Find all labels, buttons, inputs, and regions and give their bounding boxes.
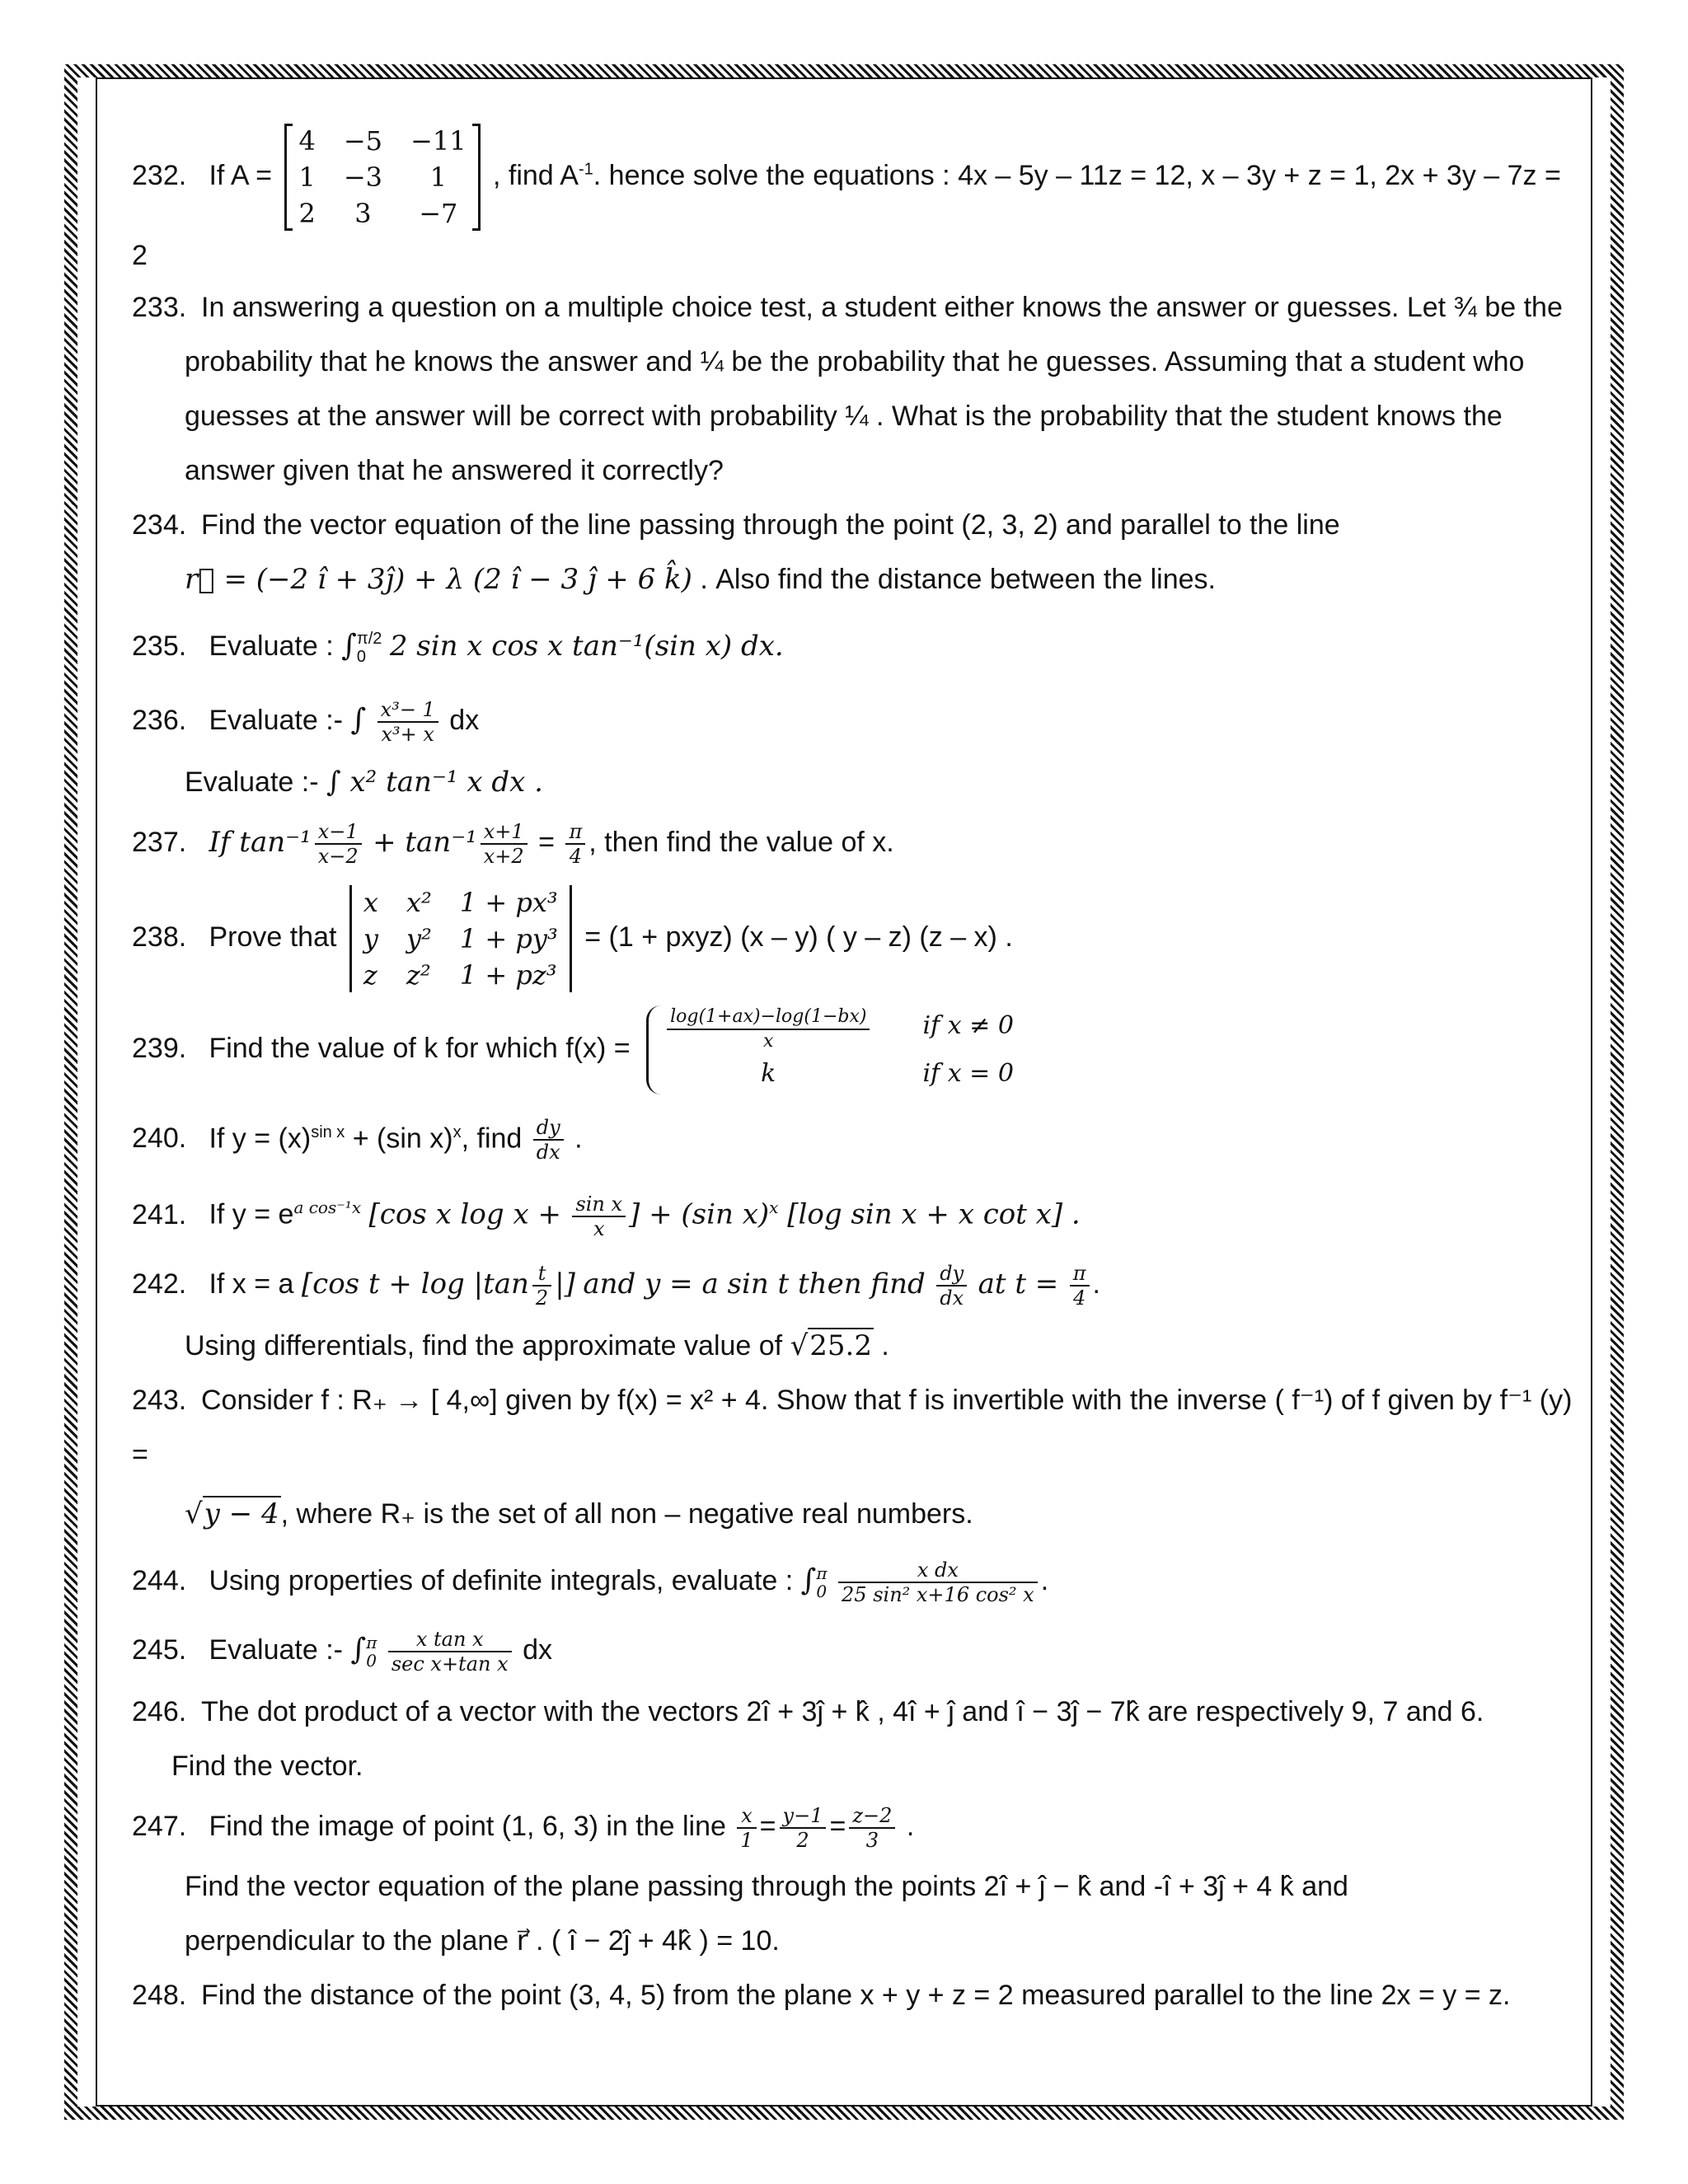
fraction — [315, 820, 362, 868]
det-cell: 1 + px³ — [459, 887, 558, 919]
integral-sign: ∫ — [350, 1632, 367, 1666]
denominator: 2 — [535, 1286, 549, 1310]
question-235 — [132, 607, 1582, 686]
question-247-sub — [132, 1914, 1582, 1968]
integral-sign: ∫ — [800, 1563, 817, 1597]
denominator: 1 — [740, 1828, 753, 1852]
det-cell: z — [363, 959, 377, 991]
fraction — [780, 1804, 827, 1852]
expression: [log sin x + x cot x] . — [778, 1197, 1081, 1231]
case-value: k — [761, 1059, 776, 1089]
question-lead: Evaluate :- — [209, 1633, 343, 1666]
question-text: Using differentials, find the approximate value of — [185, 1329, 783, 1361]
upper-limit: π — [366, 1632, 377, 1652]
question-number: 235. — [132, 630, 187, 662]
question-line: The dot product of a vector with the vectors 2î + 3ĵ + k̂ , 4î + ĵ and î − 3ĵ − 7k̂ are respectively 9, 7 and 6. — [201, 1695, 1484, 1727]
determinant — [349, 885, 572, 992]
question-lead: Find the image of point (1, 6, 3) in the line — [209, 1810, 726, 1842]
question-number: 232. — [132, 159, 187, 191]
fraction — [936, 1262, 967, 1310]
question-247: 247. Find the image of point (1, 6, 3) in the line $\frac{x}{1}$ = $\frac{y-1}{2}$ = $\frac{z-2}{3}$ . — [132, 1793, 1582, 1859]
equals-sign: = — [538, 827, 555, 858]
fraction — [388, 1628, 512, 1675]
question-number: 238. — [132, 921, 187, 953]
question-line: probability that he knows the answer and ¼ be the probability that he guesses. Assuming that a student who — [185, 346, 1525, 377]
lower-limit: 0 — [356, 648, 367, 667]
question-text: . — [881, 1329, 889, 1361]
question-number: 245. — [132, 1633, 187, 1666]
denominator: 4 — [569, 845, 582, 869]
det-cell: y² — [406, 923, 432, 955]
denominator: dx — [940, 1286, 964, 1310]
square-root: √y − 4 — [185, 1497, 279, 1530]
denominator: x³+ x — [381, 723, 434, 747]
condition: if x ≠ 0 — [922, 1011, 1014, 1041]
det-cell: y — [363, 923, 378, 955]
fraction — [533, 1116, 564, 1164]
numerator: x+1 — [481, 820, 528, 845]
lower-limit: 0 — [366, 1650, 377, 1671]
superscript: x — [452, 1123, 462, 1141]
expression: ] + (sin x) — [629, 1197, 770, 1231]
fraction — [849, 1804, 895, 1852]
question-237 — [132, 809, 1582, 875]
question-text: . — [574, 1122, 583, 1155]
question-245 — [132, 1615, 1582, 1685]
question-line: perpendicular to the plane r⃗ . ( î − 2ĵ + 4k̂ ) = 10. — [185, 1924, 780, 1957]
lower-limit: 0 — [816, 1581, 828, 1601]
matrix-cell: 1 — [298, 162, 316, 193]
question-number: 242. — [132, 1268, 187, 1300]
fraction — [667, 1005, 870, 1053]
question-242-sub — [132, 1319, 1582, 1373]
numerator: x−1 — [315, 820, 362, 845]
question-text: , find A — [493, 159, 579, 191]
denominator: 4 — [1072, 1286, 1086, 1310]
matrix-cell: −11 — [410, 125, 467, 157]
fraction — [737, 1804, 756, 1852]
question-line: Find the distance of the point (3, 4, 5) from the plane x + y + z = 2 measured parallel to the line 2x = y = z. — [201, 1979, 1511, 2011]
question-242 — [132, 1249, 1582, 1319]
numerator: y−1 — [780, 1804, 827, 1829]
numerator: x dx — [838, 1558, 1038, 1583]
question-243 — [132, 1373, 1582, 1482]
question-lead: Evaluate :- — [185, 766, 319, 798]
det-cell: 1 + pz³ — [459, 959, 557, 991]
question-text: . Also find the distance between the lines. — [700, 564, 1216, 595]
numerator: π — [1070, 1262, 1090, 1286]
denominator: x — [763, 1031, 774, 1052]
question-text: dx — [449, 705, 480, 736]
question-number: 247. — [132, 1810, 187, 1842]
question-number: 248. — [132, 1979, 187, 2011]
denominator: 25 sin² x+16 cos² x — [842, 1582, 1034, 1606]
question-233-line — [132, 335, 1582, 389]
expression: |] — [555, 1267, 575, 1301]
matrix-a — [284, 124, 480, 231]
matrix-cell: 4 — [298, 125, 316, 157]
question-number: 240. — [132, 1122, 187, 1155]
question-text: dx — [523, 1633, 552, 1666]
question-233-line — [132, 443, 1582, 498]
question-line: In answering a question on a multiple choice test, a student either knows the answer or guesses. Let ¾ be the — [201, 292, 1563, 323]
upper-limit: π — [816, 1563, 828, 1583]
question-text: , then find the value of x. — [588, 827, 894, 858]
question-241 — [132, 1173, 1582, 1249]
question-line: Find the vector equation of the line passing through the point (2, 3, 2) and parallel to the line — [201, 509, 1340, 541]
expression: [cos x log x + — [368, 1197, 561, 1231]
question-232 — [132, 124, 1582, 280]
question-lead: If A = — [209, 159, 273, 191]
expression: and y = a sin t then find — [583, 1267, 926, 1301]
question-247-sub — [132, 1859, 1582, 1914]
question-text: . — [1092, 1268, 1100, 1300]
question-number: 239. — [132, 1033, 187, 1064]
integrand: 2 sin x cos x tan⁻¹(sin x) dx. — [389, 630, 784, 663]
upper-limit: π/2 — [356, 630, 382, 649]
question-text: . — [1040, 1564, 1049, 1596]
numerator: dy — [936, 1262, 967, 1286]
question-238 — [132, 875, 1582, 999]
matrix-cell: 1 — [429, 162, 447, 193]
superscript: a cos⁻¹x — [293, 1197, 362, 1218]
question-lead: Prove that — [209, 921, 337, 953]
question-243-line — [132, 1482, 1582, 1546]
denominator: dx — [536, 1141, 560, 1165]
question-236-sub — [132, 755, 1582, 809]
question-248 — [132, 1968, 1582, 2022]
question-234 — [132, 498, 1582, 552]
numerator: t — [532, 1262, 551, 1286]
denominator: 2 — [796, 1828, 809, 1852]
question-236 — [132, 686, 1582, 755]
numerator: z−2 — [849, 1804, 895, 1829]
det-cell: x — [363, 887, 378, 919]
matrix-cell: −7 — [419, 198, 458, 229]
question-233-line — [132, 389, 1582, 443]
question-lead: Evaluate :- — [209, 705, 343, 736]
integrand: ∫ x² tan⁻¹ x dx . — [326, 766, 543, 799]
superscript: -1 — [578, 160, 593, 179]
fraction — [572, 1193, 626, 1240]
numerator: sin x — [572, 1193, 626, 1217]
integral-sign: ∫ — [341, 629, 357, 663]
fraction — [481, 820, 528, 868]
question-number: 233. — [132, 292, 187, 323]
denominator: x−2 — [317, 845, 359, 869]
det-cell: 1 + py³ — [459, 923, 558, 955]
question-line: Find the vector equation of the plane passing through the points 2î + ĵ − k̂ and -î + 3ĵ + 4 k̂ and — [185, 1870, 1348, 1902]
question-text: , find — [461, 1122, 523, 1155]
question-text: If y = e — [209, 1198, 294, 1230]
integral-limits — [366, 1633, 377, 1670]
numerator: x tan x — [388, 1628, 512, 1652]
condition: if x = 0 — [922, 1059, 1014, 1089]
numerator: x³− 1 — [377, 698, 438, 723]
superscript: x — [769, 1197, 779, 1218]
question-text: + tan⁻¹ — [373, 826, 477, 859]
question-number: 244. — [132, 1564, 187, 1596]
matrix-cell: 2 — [298, 198, 316, 229]
integral-sign: ∫ — [350, 703, 367, 737]
question-line: answer given that he answered it correctly? — [185, 455, 724, 486]
integral-limits — [357, 630, 382, 666]
expression: [cos t + log |tan — [301, 1267, 529, 1301]
question-number: 241. — [132, 1198, 187, 1230]
expression: at t = — [978, 1267, 1059, 1301]
denominator: x+2 — [483, 845, 524, 869]
question-239 — [132, 999, 1582, 1098]
radicand: y − 4 — [204, 1497, 279, 1530]
question-text: If y = (x) — [209, 1122, 312, 1155]
question-number: 236. — [132, 705, 187, 736]
fraction — [377, 698, 438, 746]
question-text: + (sin x) — [345, 1122, 453, 1155]
fraction — [1070, 1262, 1090, 1310]
fraction — [565, 820, 585, 868]
integral-limits — [816, 1564, 827, 1601]
matrix-cell: 3 — [354, 198, 372, 229]
question-text: . hence solve the equations : 4x – 5y – 11z = 12, x – 3y + z = 1, 2x + 3y – 7z = 2 — [132, 159, 1561, 271]
superscript: sin x — [311, 1123, 345, 1141]
question-line: guesses at the answer will be correct with probability ¼ . What is the probability that the student knows the — [185, 401, 1503, 432]
question-233 — [132, 280, 1582, 335]
piecewise-function — [646, 1005, 1014, 1094]
question-lead: If tan⁻¹ — [209, 826, 312, 859]
question-text: . — [906, 1810, 915, 1842]
question-line: Find the vector. — [171, 1750, 363, 1782]
question-244 — [132, 1546, 1582, 1615]
denominator: sec x+tan x — [391, 1652, 509, 1675]
question-234-eq — [132, 552, 1582, 607]
question-246-line — [132, 1739, 1582, 1793]
question-240 — [132, 1098, 1582, 1173]
question-lead: Using properties of definite integrals, evaluate : — [209, 1564, 794, 1596]
matrix-cell: −3 — [343, 162, 383, 193]
question-number: 243. — [132, 1384, 187, 1416]
question-line: Consider f : R₊ → [ 4,∞] given by f(x) = x² + 4. Show that f is invertible with the inverse ( f⁻¹) of f given by f⁻¹ (y) = — [132, 1384, 1573, 1470]
question-text: = (1 + pxyz) (x – y) ( y – z) (z – x) . — [584, 921, 1013, 953]
question-number: 237. — [132, 827, 187, 858]
denominator: 3 — [865, 1828, 879, 1852]
denominator: x — [593, 1216, 605, 1240]
matrix-cell: −5 — [343, 125, 383, 157]
question-number: 246. — [132, 1695, 187, 1727]
question-lead: Find the value of k for which f(x) = — [209, 1033, 631, 1064]
question-text: If x = a — [209, 1268, 294, 1300]
det-cell: x² — [406, 887, 432, 919]
worksheet — [132, 124, 1582, 2022]
question-246 — [132, 1685, 1582, 1739]
det-cell: z² — [406, 959, 431, 991]
numerator: log(1+ax)−log(1−bx) — [667, 1005, 870, 1030]
fraction — [532, 1262, 551, 1310]
question-line: , where R₊ is the set of all non – negative real numbers. — [280, 1497, 973, 1530]
question-lead: Evaluate : — [209, 630, 334, 662]
numerator: π — [565, 820, 585, 845]
question-number: 234. — [132, 509, 187, 541]
numerator: dy — [533, 1116, 564, 1141]
radicand: 25.2 — [809, 1329, 872, 1362]
vector-equation: r⃗ = (−2 î + 3ĵ) + λ (2 î − 3 ĵ + 6 k̂) — [185, 563, 692, 596]
square-root: √25.2 — [790, 1329, 872, 1362]
numerator: x — [737, 1804, 756, 1829]
fraction — [838, 1558, 1038, 1606]
